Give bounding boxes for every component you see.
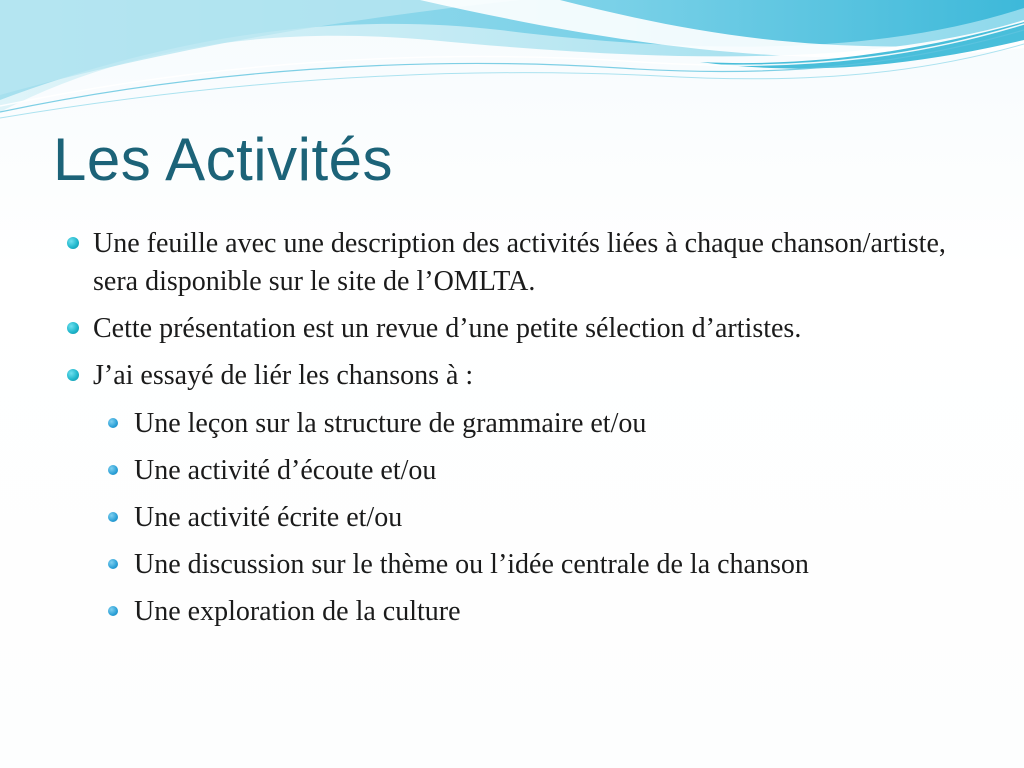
blue-dot-bullet-icon xyxy=(108,512,118,522)
blue-dot-bullet-icon xyxy=(108,418,118,428)
sub-bullet-item xyxy=(60,593,960,631)
bullet-text: J’ai essayé de liér les chansons à : xyxy=(93,360,474,391)
bullet-list xyxy=(60,225,960,395)
bullet-item xyxy=(60,310,960,348)
blue-dot-bullet-icon xyxy=(108,559,118,569)
sub-bullet-item xyxy=(60,405,960,443)
sub-bullet-item xyxy=(60,499,960,537)
sub-bullet-text: Une leçon sur la structure de grammaire et/ou xyxy=(134,408,647,439)
slide-content xyxy=(60,225,960,640)
slide-title: Les Activités xyxy=(53,126,393,193)
blue-dot-bullet-icon xyxy=(108,465,118,475)
cyan-dot-bullet-icon xyxy=(67,237,79,249)
bullet-text: Une feuille avec une description des activités liées à chaque chanson/artiste, sera disponible sur le site de l’OMLTA. xyxy=(93,228,946,297)
sub-bullet-item xyxy=(60,452,960,490)
sub-bullet-text: Une activité écrite et/ou xyxy=(134,502,403,533)
bullet-item xyxy=(60,357,960,395)
wave-header-decoration xyxy=(0,0,1024,130)
bullet-text: Cette présentation est un revue d’une petite sélection d’artistes. xyxy=(93,313,802,344)
sub-bullet-text: Une discussion sur le thème ou l’idée centrale de la chanson xyxy=(134,549,809,580)
sub-bullet-item xyxy=(60,546,960,584)
cyan-dot-bullet-icon xyxy=(67,369,79,381)
sub-bullet-list xyxy=(60,405,960,631)
blue-dot-bullet-icon xyxy=(108,606,118,616)
cyan-dot-bullet-icon xyxy=(67,322,79,334)
sub-bullet-text: Une exploration de la culture xyxy=(134,596,461,627)
sub-bullet-text: Une activité d’écoute et/ou xyxy=(134,455,437,486)
bullet-item xyxy=(60,225,960,301)
